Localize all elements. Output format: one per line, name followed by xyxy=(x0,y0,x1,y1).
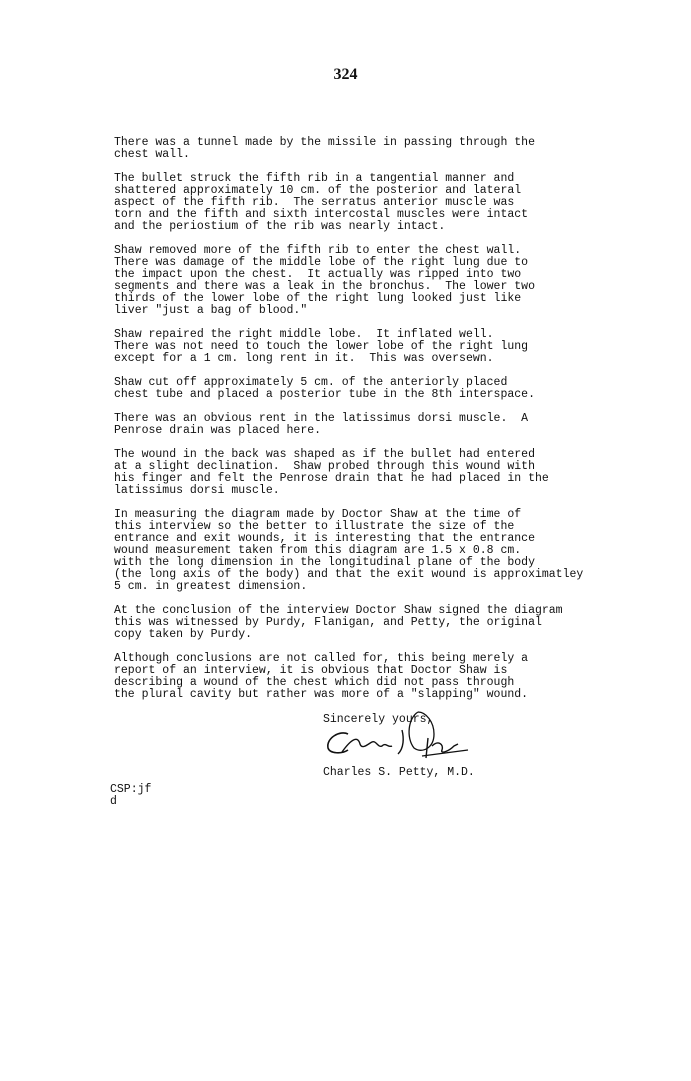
letter-body xyxy=(114,137,614,713)
paragraph: There was a tunnel made by the missile in passing through the chest wall. xyxy=(114,136,535,161)
paragraph: The bullet struck the fifth rib in a tangential manner and shattered approximately 10 cm. of the posterior and lateral aspect of the fifth rib. The serratus anterior muscle was torn and the fifth and sixth intercostal muscles were intact and the periostium of the rib was nearly intact. xyxy=(114,172,529,233)
paragraph: The wound in the back was shaped as if the bullet had entered at a slight declination. Shaw probed through this wound with his finger and felt the Penrose drain that he had placed in the latissimus dorsi muscle. xyxy=(114,448,549,497)
closing-salutation: Sincerely yours, xyxy=(323,713,434,726)
handwritten-signature xyxy=(318,708,478,768)
paragraph: At the conclusion of the interview Doctor Shaw signed the diagram this was witnessed by Purdy, Flanigan, and Petty, the original copy taken by Purdy. xyxy=(114,604,563,641)
page-number: 324 xyxy=(333,66,358,83)
paragraph: There was an obvious rent in the latissimus dorsi muscle. A Penrose drain was placed here. xyxy=(114,412,529,437)
paragraph: Shaw cut off approximately 5 cm. of the anteriorly placed chest tube and placed a posterior tube in the 8th interspace. xyxy=(114,376,535,401)
paragraph: Although conclusions are not called for, this being merely a report of an interview, it is obvious that Doctor Shaw is describing a wound of the chest which did not pass through the plural cavity but rather was more of a "slapping" wound. xyxy=(114,652,529,701)
paragraph: Shaw removed more of the fifth rib to enter the chest wall. There was damage of the middle lobe of the right lung due to the impact upon the chest. It actually was ripped into two segments and there was a leak in the bronchus. The lower two thirds of the lower lobe of the right lung looked just like liver "just a bag of blood." xyxy=(114,244,535,317)
paragraph: Shaw repaired the right middle lobe. It inflated well. There was not need to touch the lower lobe of the right lung except for a 1 cm. long rent in it. This was oversewn. xyxy=(114,328,529,365)
signer-name: Charles S. Petty, M.D. xyxy=(323,766,475,779)
paragraph: In measuring the diagram made by Doctor Shaw at the time of this interview so the better to illustrate the size of the entrance and exit wounds, it is interesting that the entrance wound measurement taken from this diagram are 1.5 x 0.8 cm. with the long dimension in the longitudinal plane of the body (the long axis of the body) and that the exit wound is approximatley 5 cm. in greatest dimension. xyxy=(114,508,584,593)
typist-initials: CSP:jf d xyxy=(110,783,152,808)
